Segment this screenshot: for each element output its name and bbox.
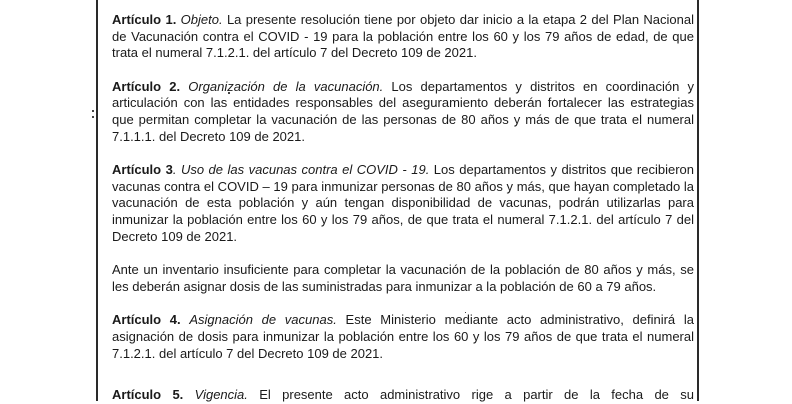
article-text: Este Ministerio mediante acto administrativo, definirá la asignación de dosis para inmunizar la población entre los 60 y los 79 años de que trata el numeral 7.1.2.1. del artículo 7 del Decreto 109 de 2021. [112, 312, 694, 361]
document-body [112, 12, 694, 379]
scan-speck [92, 110, 94, 112]
article-label: Artículo 5. [112, 387, 184, 402]
article-text: El presente acto administrativo rige a partir de la fecha de su [247, 387, 694, 402]
article-3-continuation [112, 262, 694, 295]
article-label: Artículo 4. [112, 312, 181, 328]
page-border-right [697, 0, 699, 401]
article-text: La presente resolución tiene por objeto dar inicio a la etapa 2 del Plan Nacional de Vacunación contra el COVID - 19 para la población entre los 60 y los 79 años de edad, de que trata el numeral 7.1.2.1. del artículo 7 del Decreto 109 de 2021. [112, 12, 694, 61]
article-3 [112, 162, 694, 245]
article-4 [112, 312, 694, 362]
article-2 [112, 79, 694, 145]
article-heading: Vigencia. [194, 387, 248, 402]
article-heading: . Uso de las vacunas contra el COVID - 19. [172, 162, 430, 178]
article-text: Ante un inventario insuficiente para completar la vacunación de la población de 80 años y más, se les deberán asignar dosis de las suministradas para inmunizar a la población de 60 a 79 años. [112, 262, 694, 294]
article-5-partial [112, 387, 694, 404]
article-heading: Objeto. [180, 12, 223, 27]
article-label: Artículo 3 [112, 162, 173, 178]
article-text: Los departamentos y distritos en coordinación y articulación con las entidades responsables del aseguramiento deberán fortalecer las estrategias que permitan completar la vacunación de las personas de 80 años y más de que trata el numeral 7.1.1.1. del Decreto 109 de 2021. [112, 78, 694, 144]
page-border-left [96, 0, 98, 401]
article-label: Artículo 1. [112, 12, 177, 27]
article-1 [112, 12, 694, 62]
article-text: Los departamentos y distritos que recibieron vacunas contra el COVID – 19 para inmunizar personas de 80 años y más, que hayan completado la vacunación de esta población y aún tengan disponibilidad de vacunas, podrán utilizarlas para inmunizar la población entre los 60 y los 79 años, de que trata el numeral 7.1.2.1. del artículo 7 del Decreto 109 de 2021. [112, 162, 694, 244]
article-heading: Asignación de vacunas. [189, 312, 337, 328]
article-label: Artículo 2. [112, 78, 181, 94]
scan-speck [92, 116, 94, 118]
article-heading: Organización de la vacunación. [188, 78, 384, 94]
